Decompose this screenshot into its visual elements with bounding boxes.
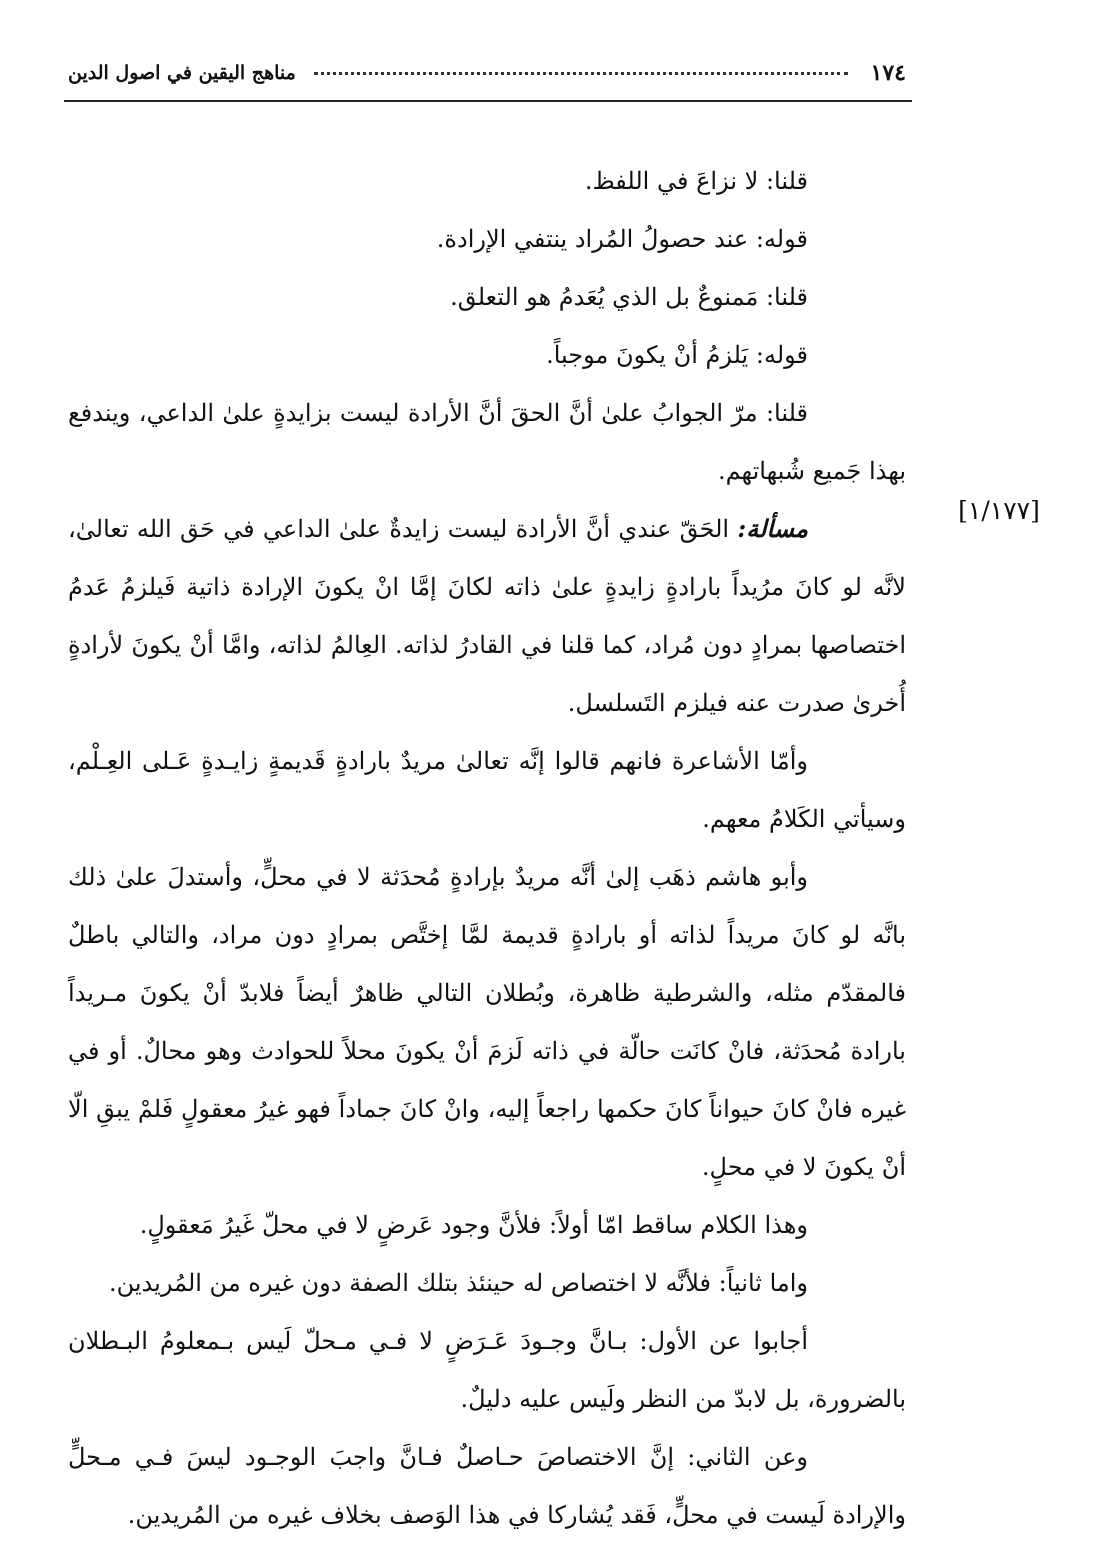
paragraph: وأمّا الأشاعرة فانهم قالوا إنَّه تعالىٰ مريدٌ بارادةٍ قَديمةٍ زايـدةٍ عَـلى العِـلْم، وسيأتي الكَلامُ معهم. <box>68 747 906 833</box>
header-dot-leader <box>314 72 848 75</box>
page-header <box>64 58 912 102</box>
paragraph: وهذا الكلام ساقط امّا أولاً: فلأنَّ وجود عَرضٍ لا في محلّ غَيرُ مَعقولٍ. <box>139 1211 808 1239</box>
page-number: ١٧٤ <box>870 60 906 86</box>
paragraph: وأبو هاشم ذهَب إلىٰ أنَّه مريدٌ بإرادةٍ مُحدَثة لا في محلٍّ، وأستدلَ علىٰ ذلك بانَّه لو كانَ مريداً لذاته أو بارادةٍ قديمة لمَّا إختَّص بمرادٍ دون مراد، والتالي باطلٌ فالمقدّم مثله، والشرطية ظاهرة، وبُطلان التالي ظاهرٌ أيضاً فلابدّ أنْ يكونَ مـريداً بارادة مُحدَثة، فانْ كانَت حالّة في ذاته لَزمَ أنْ يكونَ محلاً للحوادث وهو محالٌ. أو في غيره فانْ كانَ حيواناً كانَ حكمها راجعاً إليه، وانْ كانَ جماداً فهو غيرُ معقولٍ فَلمْ يبقِ الّا أنْ يكونَ لا في محلٍ. <box>68 863 906 1181</box>
paragraph: قوله: عند حصولُ المُراد ينتفي الإرادة. <box>436 225 808 253</box>
paragraph: قوله: يَلزمُ أنْ يكونَ موجباً. <box>546 341 808 369</box>
paragraph: واما ثانياً: فلأنَّه لا اختصاص له حينئذ بتلك الصفة دون غيره من المُريدين. <box>108 1269 808 1297</box>
paragraph-text: الحَقّ عندي أنَّ الأرادة ليست زايدةٌ علىٰ الداعي في حَق الله تعالىٰ، لانَّه لو كانَ مرُيداً بارادةٍ زايدةٍ علىٰ ذاته لكانَ إمَّا انْ يكونَ الإرادة ذاتية فَيلزمُ عَدمُ اختصاصها بمرادٍ دون مُراد، كما قلنا في القادرُ لذاته. العِالمُ لذاته، وامَّا أنْ يكونَ لأرادةٍ أُخرىٰ صدرت عنه فيلزم التَسلسل. <box>68 515 906 717</box>
section-keyword: مسألة: <box>737 514 808 543</box>
paragraph-mas-ala <box>68 500 906 732</box>
paragraph: وعن الثاني: إنَّ الاختصاصَ حـاصلٌ فـانَّ واجبَ الوجـود ليسَ فـي مـحلٍّ والإرادة لَيست في محلٍّ، فَقد يُشاركا في هذا الوَصف بخلاف غيره من المُريدين. <box>68 1443 906 1529</box>
paragraph: أجابوا عن الأول: بـانَّ وجـودَ عَـرَضٍ لا فـي مـحلّ لَيس بـمعلومُ البـطلان بالضرورة، بل لابدّ من النظر ولَيس عليه دليلٌ. <box>68 1327 906 1413</box>
paragraph: قلنا: مرّ الجوابُ علىٰ أنَّ الحقَ أنَّ الأرادة ليست بزايدةٍ علىٰ الداعي، ويندفع بهذا جَميع شُبهاتهم. <box>68 399 906 485</box>
main-text <box>68 152 906 1544</box>
paragraph: قلنا: لا نزاعَ في اللفظ. <box>584 167 808 195</box>
margin-reference: [١/١٧٧] <box>958 496 1040 525</box>
running-title: مناهج اليقين في اصول الدين <box>68 62 296 84</box>
paragraph: قلنا: مَمنوعٌ بل الذي يُعَدمُ هو التعلق. <box>450 283 808 311</box>
